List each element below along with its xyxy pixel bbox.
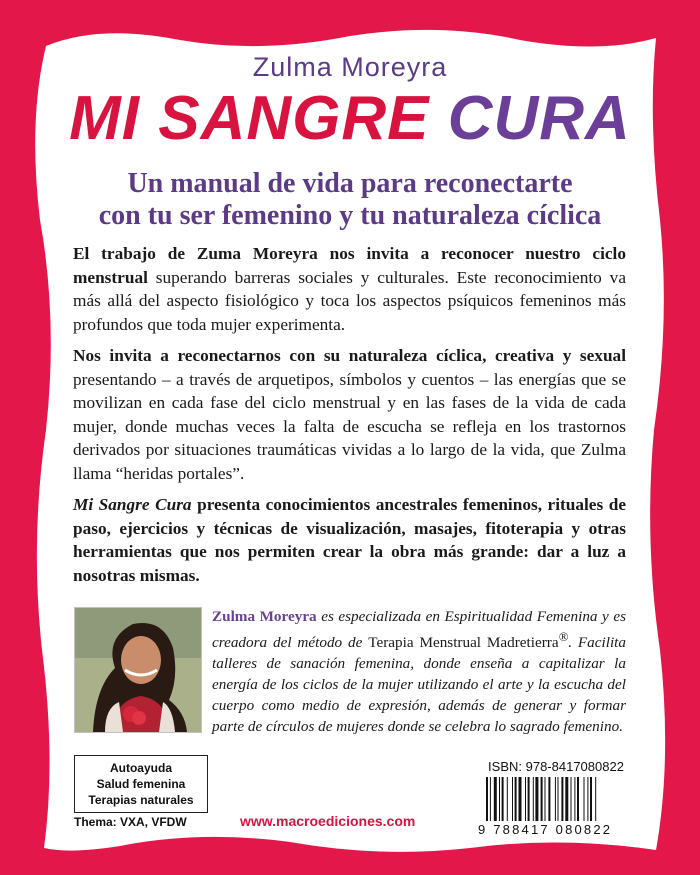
book-subtitle — [40, 168, 660, 232]
isbn-label: ISBN: 978-8417080822 — [488, 759, 624, 774]
barcode-bar — [565, 777, 568, 821]
barcode-bar — [555, 777, 556, 821]
synopsis-paragraph-1 — [73, 242, 626, 336]
barcode-bar — [574, 777, 575, 821]
category-2: Salud femenina — [96, 777, 186, 791]
category-3: Terapias naturales — [88, 793, 194, 807]
bio-method: Terapia Menstrual Madretierra — [368, 634, 559, 652]
category-1: Autoayuda — [109, 761, 172, 775]
synopsis-paragraph-3 — [73, 493, 626, 587]
barcode-bar — [533, 777, 534, 821]
barcode-bar — [512, 777, 513, 821]
synopsis-p2-bold: Nos invita a reconectarnos con su naturaleza cíclica, creativa y sexual — [73, 346, 626, 365]
author-photo — [74, 607, 202, 733]
synopsis-p1-text: superando barreras sociales y culturales. Este reconocimiento va más allá del aspecto fisiológico y toca los aspectos psíquicos femeninos más profundos que toda mujer experimenta. — [73, 267, 626, 334]
subtitle-line-2: con tu ser femenino y tu naturaleza cíclica — [98, 200, 602, 231]
category-box — [74, 755, 208, 813]
author-bio — [212, 606, 626, 737]
synopsis-p1-bold: El trabajo de Zuma Moreyra nos invita a reconocer nuestro ciclo menstrual — [73, 244, 626, 287]
barcode-bar — [561, 777, 563, 821]
barcode-digits: 9 788417 080822 — [478, 822, 613, 837]
barcode-bar — [558, 777, 559, 821]
barcode-bar — [490, 777, 491, 821]
barcode-bar — [486, 777, 488, 821]
bio-text-2: . Facilita talleres de sanación femenina, donde enseña a capitalizar la energía de los ciclos de la mujer utilizando el arte y la escucha del cuerpo como medio de expresión, además de generar y formar parte de círculos de mujeres donde se celebra lo sagrado femenino. — [212, 634, 626, 736]
barcode-bar — [535, 777, 538, 821]
barcode-bar — [548, 777, 550, 821]
thema-codes: Thema: VXA, VFDW — [74, 815, 187, 829]
barcode-bar — [519, 777, 522, 821]
synopsis-paragraph-2 — [73, 344, 626, 485]
barcode-bar — [525, 777, 526, 821]
barcode-bar — [571, 777, 572, 821]
barcode-bar — [587, 777, 588, 821]
synopsis-p3-title: Mi Sangre Cura — [73, 495, 192, 514]
author-name: Zulma Moreyra — [252, 52, 448, 82]
synopsis-p3-text: presenta conocimientos ancestrales femeninos, rituales de paso, ejercicios y técnicas de visualización, masajes, fitoterapia y otras herramientas que nos permiten crear la obra más grande: dar a luz a nosotras mismas. — [73, 495, 626, 585]
barcode-bar — [507, 777, 508, 821]
barcode-bar — [584, 777, 585, 821]
subtitle-line-1: Un manual de vida para reconectarte — [127, 168, 573, 199]
barcode-bar — [590, 777, 592, 821]
bio-text-1: es especializada en Espiritualidad Femenina y es creadora del método de — [212, 608, 626, 652]
barcode-bar — [545, 777, 546, 821]
synopsis-p2-text: presentando – a través de arquetipos, símbolos y cuentos – las energías que se movilizan en cada fase del ciclo menstrual y en las fases de la vida de cada mujer, donde muchas veces la falta de escucha se refleja en los trastornos derivados por situaciones traumáticas vividas a lo largo de la vida, que Zulma llama “heridas portales”. — [73, 369, 626, 483]
book-title — [0, 84, 700, 154]
title-part-purple: CURA — [447, 84, 631, 153]
isbn-barcode — [486, 777, 628, 821]
barcode-bar — [499, 777, 500, 821]
bio-author-name: Zulma Moreyra — [212, 608, 317, 625]
barcode-bar — [515, 777, 517, 821]
barcode-bar — [541, 777, 543, 821]
publisher-website[interactable]: www.macroediciones.com — [240, 813, 416, 829]
barcode-bar — [502, 777, 504, 821]
synopsis — [73, 242, 626, 595]
bio-registered-mark: ® — [558, 630, 569, 644]
title-part-red: MI SANGRE — [69, 84, 430, 153]
barcode-bar — [595, 777, 596, 821]
barcode-bar — [577, 777, 579, 821]
barcode-bar — [494, 777, 497, 821]
barcode-bar — [528, 777, 530, 821]
